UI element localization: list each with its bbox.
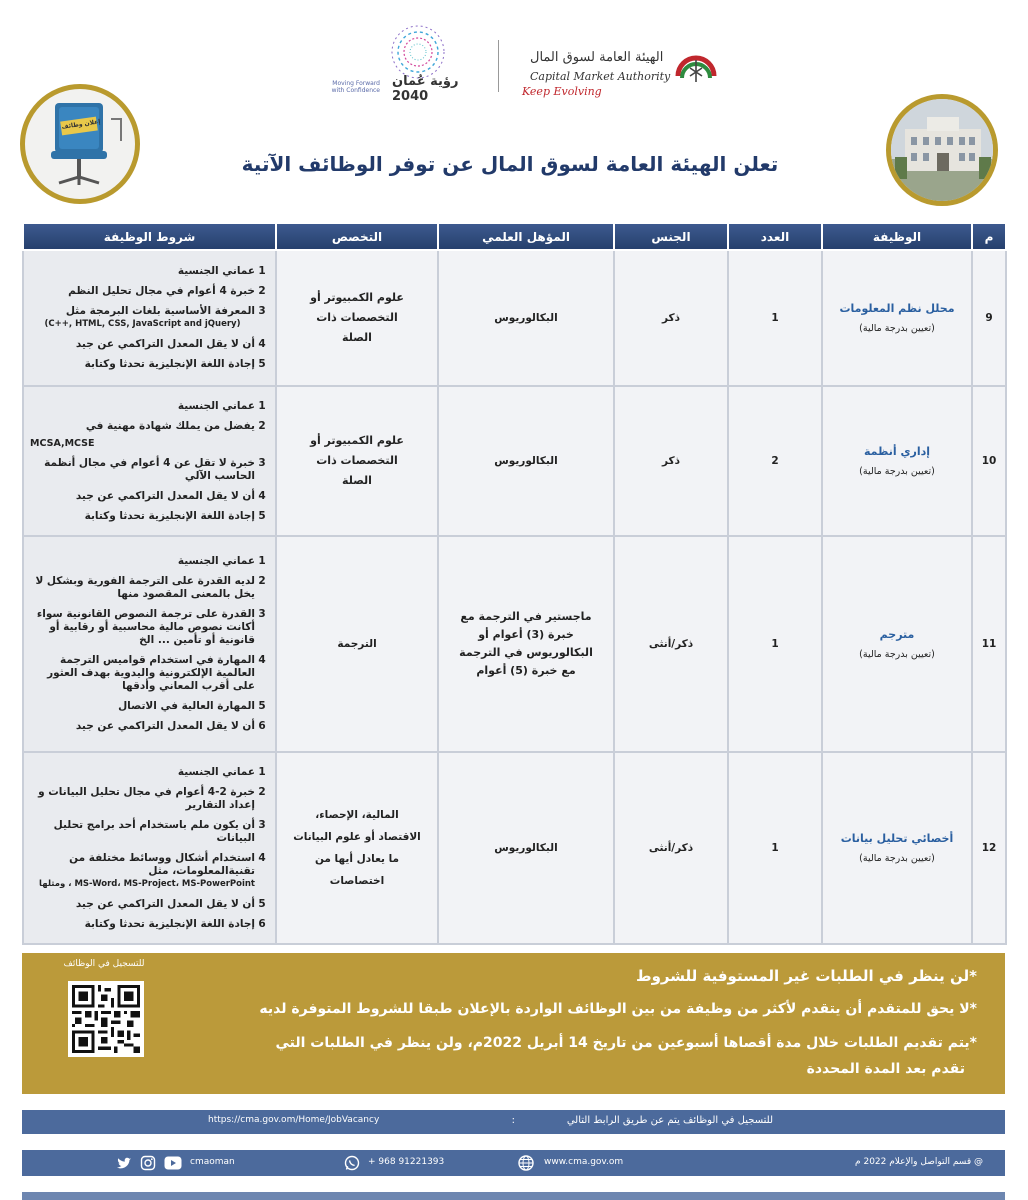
condition-item: 1 عماني الجنسية (177, 265, 266, 277)
footer-phone[interactable]: + 968 91221393 (368, 1157, 445, 1167)
globe-icon (518, 1155, 534, 1171)
bottom-strip (22, 1192, 1005, 1200)
job-cell (822, 250, 972, 386)
job-count: 1 (728, 536, 822, 752)
vision-text-ar: رؤية عُمان 2040 (392, 74, 459, 104)
job-conditions (23, 752, 276, 944)
notes-box (22, 953, 1005, 1094)
condition-item: 1 عماني الجنسية (177, 765, 266, 778)
condition-item: 6 إجادة اللغة الإنجليزية تحدثا وكتابة (84, 917, 266, 930)
job-title: أخصائي تحليل بيانات (840, 832, 954, 845)
job-subtitle: (تعيين بدرجة مالية) (859, 649, 935, 660)
condition-item: 5 إجادة اللغة الإنجليزية تحدثا وكتابة (84, 358, 266, 370)
job-specialization: علوم الكمبيوتر أو التخصصات ذات الصلة (276, 250, 438, 386)
condition-item: 5 المهارة العالية في الاتصال (118, 700, 266, 712)
job-announcement-badge (20, 84, 140, 204)
job-qualification: البكالوريوس (438, 386, 614, 536)
job-gender: ذكر (614, 250, 728, 386)
job-specialization: المالية، الإحصاء، الاقتصاد أو علوم البيانات ما يعادل أيها من اختصاصات (276, 752, 438, 944)
job-title: إداري أنظمة (863, 445, 931, 458)
condition-item: 3 المعرفة الأساسية بلغات البرمجة مثل (C++, HTML, CSS, JavaScript and jQuery) (44, 305, 266, 329)
job-conditions (23, 250, 276, 386)
cma-emblem-icon (674, 46, 718, 90)
registration-link-bar (22, 1110, 1005, 1134)
office-chair-icon (25, 89, 135, 199)
job-specialization: علوم الكمبيوتر أو التخصصات ذات الصلة (276, 386, 438, 536)
cma-tagline: Keep Evolving (522, 85, 602, 98)
col-header-gender: الجنس (614, 223, 728, 250)
condition-item: 4 المهارة في استخدام قواميس الترجمة العالمية الإلكترونية واليدوية بهدف العثور على أقرب المعاني وأدقها (47, 654, 266, 692)
whatsapp-icon (344, 1155, 360, 1171)
table-row (23, 536, 1006, 752)
condition-item: 3 القدرة على ترجمة النصوص القانونية سواء أكانت نصوص مالية محاسبية أو رقابية أو قانونية أو تأمين ... الخ (36, 608, 266, 646)
header-logos (320, 22, 720, 112)
condition-item: 3 خبرة لا تقل عن 4 أعوام في مجال أنظمة الحاسب الآلي (44, 456, 266, 482)
footer-bar (22, 1150, 1005, 1176)
job-gender: ذكر/أنثى (614, 752, 728, 944)
page-title: تعلن الهيئة العامة لسوق المال عن توفر الوظائف الآتية (241, 152, 779, 176)
job-gender: ذكر (614, 386, 728, 536)
condition-item: 2 لديه القدرة على الترجمة الفورية وبشكل لا يخل بالمعنى المقصود منها (35, 575, 266, 600)
job-cell (822, 536, 972, 752)
job-qualification: البكالوريوس (438, 752, 614, 944)
condition-item: 2 خبرة 4 أعوام في مجال تحليل النظم (68, 285, 266, 297)
footer-social-handle[interactable]: cmaoman (190, 1157, 235, 1167)
table-header-row (23, 223, 1006, 250)
cma-name-ar: الهيئة العامة لسوق المال (530, 50, 664, 65)
logo-divider (498, 40, 499, 92)
job-cell (822, 386, 972, 536)
condition-item: 2 يفضل من يملك شهادة مهنية في MCSA,MCSE (30, 419, 266, 449)
condition-item: 3 أن يكون ملم باستخدام أحد برامج تحليل البيانات (53, 818, 266, 844)
condition-item: 4 أن لا يقل المعدل التراكمي عن جيد (75, 338, 266, 350)
col-header-qualification: المؤهل العلمي (438, 223, 614, 250)
qr-code-icon (72, 985, 140, 1053)
table-row (23, 752, 1006, 944)
job-specialization: الترجمة (276, 536, 438, 752)
job-subtitle: (تعيين بدرجة مالية) (859, 853, 935, 864)
registration-colon: : (511, 1115, 515, 1126)
job-qualification: ماجستير في الترجمة مع خبرة (3) أعوام أو البكالوريوس في الترجمة مع خبرة (5) أعوام (438, 536, 614, 752)
job-count: 1 (728, 752, 822, 944)
row-number: 9 (972, 250, 1006, 386)
col-header-num: م (972, 223, 1006, 250)
cma-building-badge (886, 94, 998, 206)
youtube-icon[interactable] (164, 1156, 182, 1170)
twitter-icon[interactable] (116, 1155, 132, 1171)
cma-name-en: Capital Market Authority (530, 70, 671, 83)
jobs-table (22, 222, 1007, 945)
oman-vision-2040-logo (320, 22, 490, 108)
job-subtitle: (تعيين بدرجة مالية) (859, 466, 935, 477)
col-header-job: الوظيفة (822, 223, 972, 250)
building-photo-icon (891, 99, 995, 203)
row-number: 11 (972, 536, 1006, 752)
qr-code-box (44, 959, 164, 1071)
footer-department: @ قسم التواصل والإعلام 2022 م (855, 1157, 983, 1167)
col-header-count: العدد (728, 223, 822, 250)
vision-text-en: Moving Forward with Confidence (331, 80, 380, 94)
note-item: تقدم بعد المدة المحددة (806, 1061, 965, 1077)
note-item: *لن ينظر في الطلبات غير المستوفية للشروط (636, 967, 977, 985)
condition-item: 2 خبرة 2-4 أعوام في مجال تحليل البيانات و إعداد التقارير (38, 785, 266, 811)
col-header-conditions: شروط الوظيفة (23, 223, 276, 250)
job-title: مترجم (879, 628, 915, 641)
registration-link[interactable]: https://cma.gov.om/Home/JobVacancy (208, 1115, 380, 1125)
instagram-icon[interactable] (140, 1155, 156, 1171)
job-qualification: البكالوريوس (438, 250, 614, 386)
condition-item: 4 استخدام أشكال ووسائط مختلفة من تقنيةالمعلومات، مثل MS-Word، MS-Project، MS-PowerPoint ، ومثلها (39, 851, 266, 889)
job-conditions (23, 386, 276, 536)
badge-sign-label: إعلان وظائف (61, 118, 101, 131)
note-item: *يتم تقديم الطلبات خلال مدة أقصاها أسبوعين من تاريخ 14 أبريل 2022م، ولن ينظر في الطلبات التي (275, 1035, 977, 1051)
note-item: *لا يحق للمتقدم أن يتقدم لأكثر من وظيفة من بين الوظائف الواردة بالإعلان طبقا للشروط المتوفرة لديه (259, 1001, 977, 1017)
condition-item: 6 أن لا يقل المعدل التراكمي عن جيد (75, 720, 266, 732)
footer-website[interactable]: www.cma.gov.om (544, 1157, 624, 1167)
condition-item: 1 عماني الجنسية (177, 399, 266, 412)
job-count: 2 (728, 386, 822, 536)
col-header-specialization: التخصص (276, 223, 438, 250)
table-row (23, 386, 1006, 536)
registration-label: للتسجيل في الوظائف يتم عن طريق الرابط التالي (566, 1115, 773, 1126)
cma-logo (516, 50, 726, 106)
qr-caption: للتسجيل في الوظائف (63, 959, 145, 969)
condition-item: 1 عماني الجنسية (177, 555, 266, 567)
condition-item: 5 أن لا يقل المعدل التراكمي عن جيد (75, 897, 266, 910)
condition-item: 5 إجادة اللغة الإنجليزية تحدثا وكتابة (84, 509, 266, 522)
condition-item: 4 أن لا يقل المعدل التراكمي عن جيد (75, 489, 266, 502)
row-number: 10 (972, 386, 1006, 536)
job-cell (822, 752, 972, 944)
job-count: 1 (728, 250, 822, 386)
job-title: محلل نظم المعلومات (839, 302, 955, 315)
job-conditions (23, 536, 276, 752)
job-gender: ذكر/أنثى (614, 536, 728, 752)
table-row (23, 250, 1006, 386)
qr-code[interactable] (68, 981, 144, 1057)
row-number: 12 (972, 752, 1006, 944)
job-subtitle: (تعيين بدرجة مالية) (859, 323, 935, 334)
